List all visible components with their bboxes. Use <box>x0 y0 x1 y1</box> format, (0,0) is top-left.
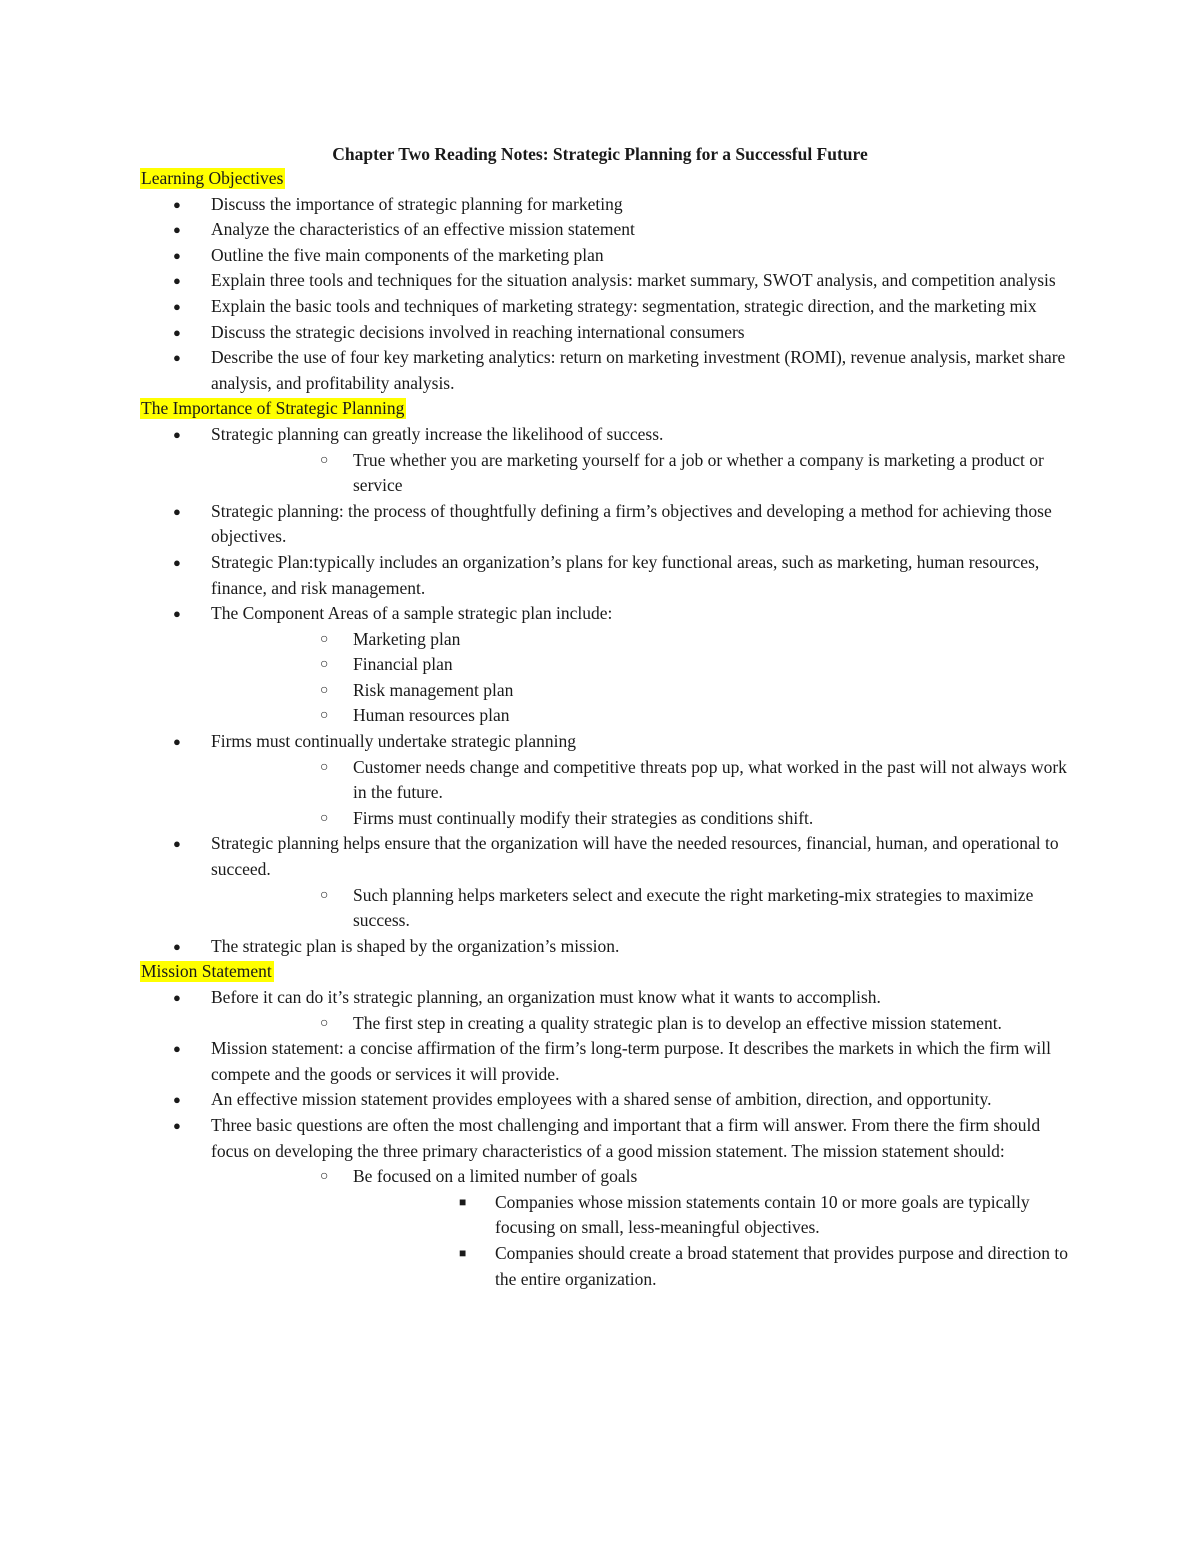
sub-list-item: ○ Firms must continually modify their strategies as conditions shift. <box>211 806 1070 832</box>
list-item <box>140 729 1070 831</box>
list-item-text: Strategic planning helps ensure that the organization will have the needed resources, financial, human, and operational to succeed. <box>211 833 1059 880</box>
list-item: ● Analyze the characteristics of an effective mission statement <box>140 217 1070 243</box>
mission-statement-list <box>140 985 1070 1292</box>
sub-list-item: ○ The first step in creating a quality strategic plan is to develop an effective mission statement. <box>211 1011 1070 1037</box>
list-item: ● Mission statement: a concise affirmation of the firm’s long-term purpose. It describes the markets in which the firm will compete and the goods or services it will provide. <box>140 1036 1070 1087</box>
list-item-text: Firms must continually undertake strategic planning <box>211 731 576 752</box>
list-item: ● Describe the use of four key marketing analytics: return on marketing investment (ROMI), revenue analysis, market share analysis, and profitability analysis. <box>140 345 1070 396</box>
sub-list <box>282 883 1070 934</box>
list-item <box>140 1113 1070 1292</box>
list-item: ● Explain the basic tools and techniques of marketing strategy: segmentation, strategic direction, and the marketing mix <box>140 294 1070 320</box>
sub-list-item: ○ Such planning helps marketers select and execute the right marketing-mix strategies to maximize success. <box>211 883 1070 934</box>
sub-list <box>282 627 1070 729</box>
document-body <box>140 166 1070 1292</box>
importance-list <box>140 422 1070 959</box>
section-heading-mission-statement <box>140 959 1070 985</box>
heading-highlight: Mission Statement <box>141 961 272 982</box>
list-item: ● Discuss the importance of strategic planning for marketing <box>140 192 1070 218</box>
sub-list-item: ○ Risk management plan <box>211 678 1070 704</box>
list-item: ● Explain three tools and techniques for the situation analysis: market summary, SWOT analysis, and competition analysis <box>140 268 1070 294</box>
heading-highlight: The Importance of Strategic Planning <box>141 398 405 419</box>
sub-list <box>282 1164 1070 1292</box>
section-heading-importance <box>140 396 1070 422</box>
list-item: ● Outline the five main components of the marketing plan <box>140 243 1070 269</box>
list-item <box>140 422 1070 499</box>
learning-objectives-list <box>140 192 1070 397</box>
list-item <box>140 831 1070 933</box>
sub-sub-list-item: ■ Companies should create a broad statement that provides purpose and direction to the entire organization. <box>353 1241 1070 1292</box>
list-item: ● An effective mission statement provides employees with a shared sense of ambition, direction, and opportunity. <box>140 1087 1070 1113</box>
list-item-text: The Component Areas of a sample strategic plan include: <box>211 603 613 624</box>
list-item: ● Strategic planning: the process of thoughtfully defining a firm’s objectives and developing a method for achieving those objectives. <box>140 499 1070 550</box>
sub-list <box>282 755 1070 832</box>
list-item-text: Strategic planning can greatly increase the likelihood of success. <box>211 423 664 444</box>
sub-list-item: ○ Human resources plan <box>211 703 1070 729</box>
list-item <box>140 985 1070 1036</box>
sub-sub-list-item: ■ Companies whose mission statements contain 10 or more goals are typically focusing on small, less-meaningful objectives. <box>353 1190 1070 1241</box>
sub-list-item-text: Be focused on a limited number of goals <box>353 1166 638 1187</box>
sub-list-item: ○ Financial plan <box>211 652 1070 678</box>
document-title: Chapter Two Reading Notes: Strategic Planning for a Successful Future <box>332 144 868 164</box>
sub-list <box>282 448 1070 499</box>
sub-list <box>282 1011 1070 1037</box>
list-item: ● The strategic plan is shaped by the organization’s mission. <box>140 934 1070 960</box>
sub-list-item <box>211 1164 1070 1292</box>
sub-list-item: ○ True whether you are marketing yourself for a job or whether a company is marketing a product or service <box>211 448 1070 499</box>
heading-highlight: Learning Objectives <box>141 168 284 188</box>
list-item: ● Strategic Plan:typically includes an organization’s plans for key functional areas, such as marketing, human resources, finance, and risk management. <box>140 550 1070 601</box>
sub-list-item: ○ Customer needs change and competitive threats pop up, what worked in the past will not always work in the future. <box>211 755 1070 806</box>
list-item-text: Before it can do it’s strategic planning, an organization must know what it wants to accomplish. <box>211 987 881 1007</box>
section-heading-learning-objectives <box>140 166 1070 192</box>
list-item <box>140 601 1070 729</box>
sub-list-item: ○ Marketing plan <box>211 627 1070 653</box>
list-item-text: Three basic questions are often the most challenging and important that a firm will answer. From there the firm should focus on developing the three primary characteristics of a good mission statement. The mission statement should: <box>211 1114 1041 1161</box>
list-item: ● Discuss the strategic decisions involved in reaching international consumers <box>140 320 1070 346</box>
sub-sub-list <box>424 1190 1070 1292</box>
